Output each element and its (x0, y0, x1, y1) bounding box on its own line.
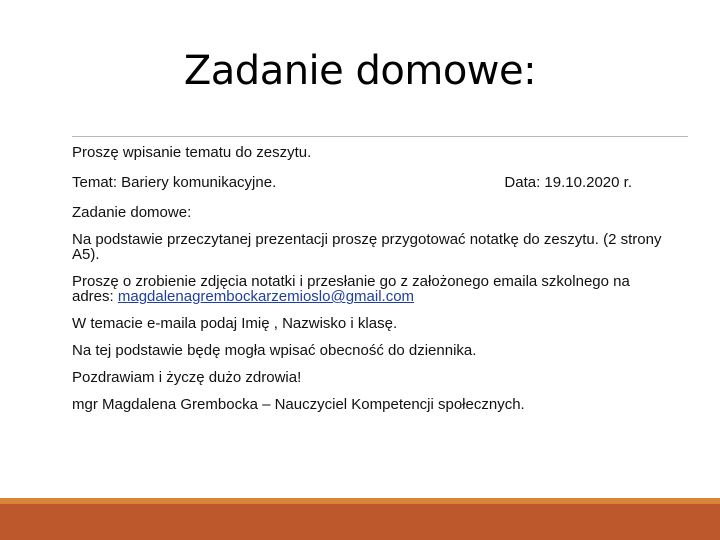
email-link[interactable]: magdalenagrembockarzemioslo@gmail.com (117, 288, 415, 305)
title-divider (72, 136, 688, 137)
greeting-text: Pozdrawiam i życzę dużo zdrowia! (72, 369, 302, 386)
topic-date-row (72, 175, 632, 190)
slide-body (72, 145, 672, 424)
topic-text: Temat: Bariery komunikacyjne. (72, 174, 277, 191)
slide-title: Zadanie domowe: (183, 48, 537, 94)
attendance-text: Na tej podstawie będę mogła wpisać obecność do dziennika. (72, 342, 477, 359)
email-subject-text: W temacie e-maila podaj Imię , Nazwisko i klasę. (72, 315, 398, 332)
date-text: Data: 19.10.2020 r. (504, 174, 632, 191)
photo-instruction (72, 274, 672, 304)
photo-instruction-text: Proszę o zrobienie zdjęcia notatki i przesłanie go z założonego emaila szkolnego na adres: (72, 273, 630, 305)
footer-band (0, 498, 720, 540)
homework-heading: Zadanie domowe: (72, 204, 192, 221)
task-text: Na podstawie przeczytanej prezentacji proszę przygotować notatkę do zeszytu. (2 strony A5). (72, 231, 662, 263)
signature-text: mgr Magdalena Grembocka – Nauczyciel Kompetencji społecznych. (72, 396, 525, 413)
intro-text: Proszę wpisanie tematu do zeszytu. (72, 144, 312, 161)
